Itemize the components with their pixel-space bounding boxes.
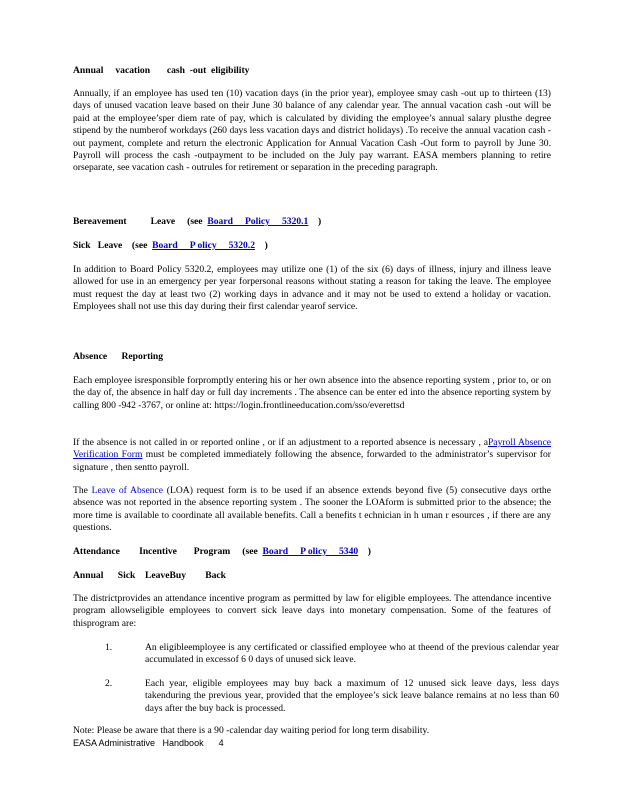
note-text: Note: Please be aware that there is a 90 -calendar day waiting period for long term disability. [73, 725, 430, 736]
section-heading: Annual vacation cash -out eligibility [73, 65, 250, 76]
annual-cashout-heading [73, 65, 551, 76]
heading-text: Bereavement Leave (see [73, 216, 208, 227]
list-text: Each year, eligible employees may buy back a maximum of 12 unused sick leave days, less days takenduring the previous year, provided that the employee’s sick leave balance remains at no less than 60 days after the buy back is processed. [145, 678, 559, 714]
leave-of-absence-link[interactable]: Leave of Absence [91, 485, 164, 496]
list-text: An eligibleemployee is any certificated or classified employee who at theend of the previous calendar year accumulated in excessof 6 0 days of unused sick leave. [145, 642, 559, 666]
paragraph-text: If the absence is not called in or reported online , or if an adjustment to a reported absence is necessary , a [73, 437, 488, 448]
bereavement-heading [73, 216, 551, 227]
absence-reporting-paragraph [73, 375, 551, 412]
paragraph-text: In addition to Board Policy 5320.2, employees may utilize one (1) of the six (6) days of illness, injury and illness leave allowed for use in an emergency per year forpersonal reasons without stating a reason for taking the leave. The employee must request the day at least two (2) working days in advance and it may not be used to extend a holiday or vacation. Employees shall not use this day during their first calendar yearof service. [73, 264, 551, 313]
page-number: 4 [218, 738, 224, 748]
absence-reporting-heading [73, 351, 551, 362]
paragraph-text-cont: must be completed immediately following the absence, forwarded to the administrator’s supervisor for signature , then sentto payroll. [73, 449, 551, 473]
board-policy-5340-link[interactable]: Board P olicy 5340 [262, 546, 359, 557]
frontline-login-link[interactable]: https://login.frontlineeducation.com/sso/everettsd [214, 399, 405, 411]
annual-cashout-paragraph [73, 88, 551, 175]
paragraph-text: The districtprovides an attendance incentive program as permitted by law for eligible employees. The attendance incentive program allowseligible employees to convert sick leave days into monetary compensation. Some of the features of thisprogram are: [73, 593, 551, 629]
page-footer [73, 738, 224, 748]
paragraph-text: The [73, 485, 92, 496]
heading-close: ) [255, 240, 268, 251]
sick-leave-paragraph [73, 264, 551, 314]
heading-text: Attendance Incentive Program (see [73, 546, 263, 557]
leave-of-absence-paragraph [73, 485, 551, 535]
sick-leave-heading [73, 240, 551, 251]
board-policy-5320-1-link[interactable]: Board Policy 5320.1 [207, 216, 309, 227]
board-policy-5320-2-link[interactable]: Board P olicy 5320.2 [152, 240, 256, 251]
paragraph-text: Each employee isresponsible forpromptly entering his or her own absence into the absence reporting system , prior to, or on the day of, the absence in half day or full day increments . The absence can be enter ed into the absence reporting system by calling 800 -942 -3767, or online at: [73, 375, 551, 411]
section-heading: Absence Reporting [73, 351, 164, 362]
paragraph-text: Annually, if an employee has used ten (10) vacation days (in the prior year), employee smay cash -out up to thirteen (13) days of unused vacation leave based on their June 30 balance of any calendar year. The annual vacation cash -out will be paid at the employee’sper diem rate of pay, which is calculated by dividing the employee’s annual salary plusthe degree stipend by the numberof workdays (260 days less vacation days and district holidays) .To receive the annual vacation cash -out payment, complete and return the electronic Application for Annual Vacation Cash -Out form to payroll by June 30. Payroll will process the cash -outpayment to be included on the July pay warrant. EASA members planning to retire orseparate, see vacation cash - outrules for retirement or separation in the preceding paragraph. [73, 88, 551, 174]
section-heading: Annual Sick LeaveBuy Back [73, 570, 226, 581]
buyback-paragraph [73, 593, 551, 630]
list-number: 2. [105, 678, 113, 689]
paragraph-text-cont: (LOA) request form is to be used if an absence extends beyond five (5) consecutive days orthe absence was not reported in the absence reporting system . The sooner the LOAform is submitted prior to the absence; the more time is available to coordinate all available benefits. Call a benefits t echnician in h uman r esources , if there are any questions. [73, 485, 551, 534]
heading-close: ) [358, 546, 371, 557]
heading-close: ) [308, 216, 322, 227]
absence-verification-paragraph [73, 437, 551, 474]
heading-text: Sick Leave (see [73, 240, 153, 251]
footer-label: EASA Administrative Handbook [73, 738, 204, 748]
sick-leave-buyback-heading [73, 570, 551, 581]
list-number: 1. [105, 642, 113, 653]
payroll-absence-verification-form-link[interactable]: Payroll Absence Verification Form [73, 437, 551, 461]
attendance-incentive-heading [73, 546, 551, 557]
disability-note [73, 725, 551, 737]
